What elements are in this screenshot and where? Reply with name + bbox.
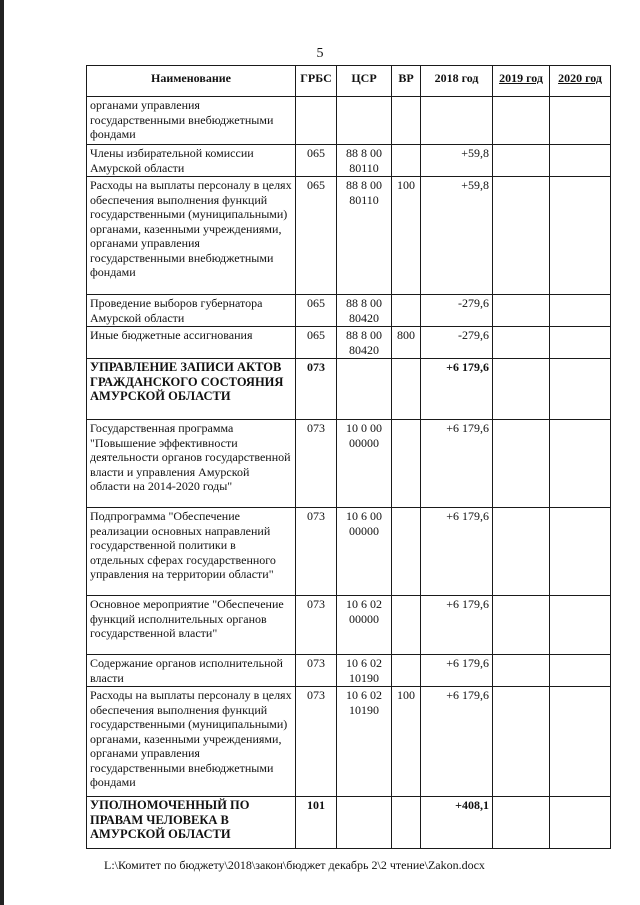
row-vr-cell: 100 xyxy=(392,687,421,797)
table-row xyxy=(87,508,611,596)
row-csr-cell: 10 0 00 00000 xyxy=(337,420,392,508)
row-csr-cell: 10 6 02 10190 xyxy=(337,687,392,797)
row-2020-cell xyxy=(550,596,611,655)
table-row xyxy=(87,596,611,655)
row-2020-cell xyxy=(550,97,611,145)
row-name-cell: Члены избирательной комиссии Амурской области xyxy=(87,145,296,177)
table-row xyxy=(87,295,611,327)
row-2019-cell xyxy=(493,596,550,655)
row-vr-cell xyxy=(392,508,421,596)
column-header-2019: 2019 год xyxy=(493,66,550,97)
row-2019-cell xyxy=(493,177,550,295)
row-2018-cell: +59,8 xyxy=(421,177,493,295)
row-2020-cell xyxy=(550,797,611,849)
row-vr-cell xyxy=(392,420,421,508)
scan-left-edge xyxy=(0,0,4,905)
row-vr-cell xyxy=(392,797,421,849)
row-csr-cell: 10 6 00 00000 xyxy=(337,508,392,596)
row-name-cell: УПОЛНОМОЧЕННЫЙ ПО ПРАВАМ ЧЕЛОВЕКА В АМУРСКОЙ ОБЛАСТИ xyxy=(87,797,296,849)
row-grbs-cell: 065 xyxy=(296,295,337,327)
column-header-csr: ЦСР xyxy=(337,66,392,97)
column-header-name: Наименование xyxy=(87,66,296,97)
row-2019-cell xyxy=(493,420,550,508)
column-header-grbs: ГРБС xyxy=(296,66,337,97)
column-header-2020: 2020 год xyxy=(550,66,611,97)
row-2019-cell xyxy=(493,327,550,359)
row-csr-cell: 88 8 00 80110 xyxy=(337,177,392,295)
row-2020-cell xyxy=(550,359,611,420)
table-row xyxy=(87,797,611,849)
row-name-cell: Расходы на выплаты персоналу в целях обеспечения выполнения функций государственными (муниципальными) органами, казенными учреждениями, органами управления государственными внебюджетными фондами xyxy=(87,687,296,797)
row-vr-cell xyxy=(392,359,421,420)
row-2018-cell: -279,6 xyxy=(421,327,493,359)
row-2019-cell xyxy=(493,797,550,849)
row-2019-cell xyxy=(493,508,550,596)
row-grbs-cell: 073 xyxy=(296,655,337,687)
row-2020-cell xyxy=(550,145,611,177)
row-vr-cell xyxy=(392,596,421,655)
row-2019-cell xyxy=(493,687,550,797)
row-2020-cell xyxy=(550,177,611,295)
table-row xyxy=(87,655,611,687)
row-grbs-cell: 073 xyxy=(296,596,337,655)
row-grbs-cell: 065 xyxy=(296,145,337,177)
row-csr-cell: 10 6 02 00000 xyxy=(337,596,392,655)
row-grbs-cell: 073 xyxy=(296,359,337,420)
row-2019-cell xyxy=(493,655,550,687)
row-2020-cell xyxy=(550,687,611,797)
row-vr-cell xyxy=(392,97,421,145)
row-name-cell: органами управления государственными внебюджетными фондами xyxy=(87,97,296,145)
row-name-cell: Проведение выборов губернатора Амурской области xyxy=(87,295,296,327)
column-header-vr: ВР xyxy=(392,66,421,97)
row-grbs-cell xyxy=(296,97,337,145)
row-grbs-cell: 101 xyxy=(296,797,337,849)
row-2018-cell: +6 179,6 xyxy=(421,420,493,508)
column-header-2018: 2018 год xyxy=(421,66,493,97)
row-2018-cell: +6 179,6 xyxy=(421,596,493,655)
row-csr-cell xyxy=(337,797,392,849)
row-csr-cell xyxy=(337,359,392,420)
row-grbs-cell: 073 xyxy=(296,508,337,596)
row-2020-cell xyxy=(550,508,611,596)
table-header-row xyxy=(87,66,611,97)
row-name-cell: Расходы на выплаты персоналу в целях обеспечения выполнения функций государственными (муниципальными) органами, казенными учреждениями, органами управления государственными внебюджетными фондами xyxy=(87,177,296,295)
row-name-cell: Основное мероприятие "Обеспечение функций исполнительных органов государственной власти" xyxy=(87,596,296,655)
row-2020-cell xyxy=(550,420,611,508)
row-name-cell: Государственная программа "Повышение эффективности деятельности органов государственной власти и управления Амурской области на 2014-2020 годы" xyxy=(87,420,296,508)
row-2019-cell xyxy=(493,359,550,420)
row-2020-cell xyxy=(550,295,611,327)
row-2018-cell: +6 179,6 xyxy=(421,508,493,596)
table-row xyxy=(87,420,611,508)
page-number: 5 xyxy=(316,46,324,61)
table-row xyxy=(87,359,611,420)
row-grbs-cell: 073 xyxy=(296,687,337,797)
row-vr-cell: 800 xyxy=(392,327,421,359)
table-row xyxy=(87,687,611,797)
row-name-cell: УПРАВЛЕНИЕ ЗАПИСИ АКТОВ ГРАЖДАНСКОГО СОСТОЯНИЯ АМУРСКОЙ ОБЛАСТИ xyxy=(87,359,296,420)
table-row xyxy=(87,97,611,145)
row-2018-cell: +59,8 xyxy=(421,145,493,177)
row-vr-cell: 100 xyxy=(392,177,421,295)
row-2018-cell xyxy=(421,97,493,145)
row-2019-cell xyxy=(493,145,550,177)
row-vr-cell xyxy=(392,295,421,327)
row-grbs-cell: 073 xyxy=(296,420,337,508)
row-grbs-cell: 065 xyxy=(296,327,337,359)
row-2018-cell: +6 179,6 xyxy=(421,655,493,687)
row-name-cell: Содержание органов исполнительной власти xyxy=(87,655,296,687)
budget-table xyxy=(86,65,611,849)
row-csr-cell: 88 8 00 80420 xyxy=(337,295,392,327)
row-2018-cell: +6 179,6 xyxy=(421,687,493,797)
row-2020-cell xyxy=(550,327,611,359)
row-name-cell: Иные бюджетные ассигнования xyxy=(87,327,296,359)
row-vr-cell xyxy=(392,655,421,687)
row-2018-cell: +6 179,6 xyxy=(421,359,493,420)
row-csr-cell: 10 6 02 10190 xyxy=(337,655,392,687)
footer-file-path: L:\Комитет по бюджету\2018\закон\бюджет декабрь 2\2 чтение\Zakon.docx xyxy=(104,858,485,872)
row-grbs-cell: 065 xyxy=(296,177,337,295)
table-body xyxy=(87,97,611,849)
row-csr-cell xyxy=(337,97,392,145)
table-row xyxy=(87,327,611,359)
table-row xyxy=(87,177,611,295)
row-name-cell: Подпрограмма "Обеспечение реализации основных направлений государственной политики в отдельных сферах государственного управления на территории области" xyxy=(87,508,296,596)
table-row xyxy=(87,145,611,177)
row-csr-cell: 88 8 00 80110 xyxy=(337,145,392,177)
row-2018-cell: +408,1 xyxy=(421,797,493,849)
row-2018-cell: -279,6 xyxy=(421,295,493,327)
row-csr-cell: 88 8 00 80420 xyxy=(337,327,392,359)
row-vr-cell xyxy=(392,145,421,177)
row-2019-cell xyxy=(493,97,550,145)
row-2020-cell xyxy=(550,655,611,687)
row-2019-cell xyxy=(493,295,550,327)
